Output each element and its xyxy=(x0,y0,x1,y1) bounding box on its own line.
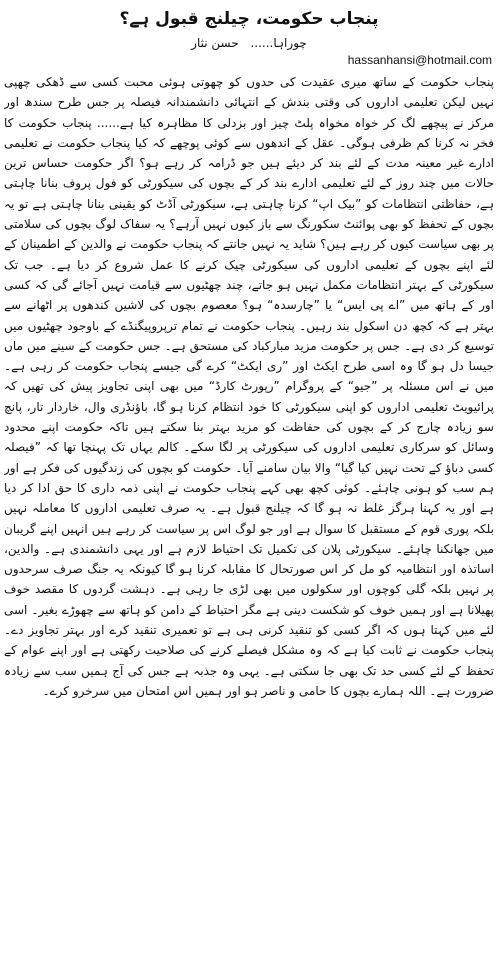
column-name: چوراہا...... xyxy=(250,36,307,50)
author-name: حسن نثار xyxy=(191,36,239,50)
article-body: پنجاب حکومت کے ساتھ میری عقیدت کی حدوں کو چھوتی ہوئی محبت کسی سے ڈھکی چھپی نہیں لیکن تعلیمی اداروں کی وقتی بندش کے انتہائی دانشمندانہ فیصلہ پر جس طرح سندھ اور مرکز نے پیچھے لگ کر خواہ مخواہ پلٹ چیز اور بزدلی کا مظاہرہ کیا ہے...... پنجاب حکومت کا فخر نہ کرنا کم ظرفی ہوگی۔ عقل کے اندھوں سے کوئی پوچھے کہ کیا پنجاب حکومت نے تعلیمی ادارے غیر معینہ مدت کے لئے بند کر دیئے ہیں جو ڈرامہ کر رہے ہو؟ اگر حکومت حساس ترین حالات میں چند روز کے لئے تعلیمی ادارے بند کر کے بچوں کی سیکورٹی کو فول پروف بنانا چاہتی ہے، حفاظتی انتظامات کو ”بیک اپ“ کرنا چاہتی ہے، سیکورٹی آڈٹ کو یقینی بنانا چاہتی ہے تو یہ بچوں کے تحفظ کو بھی پوائنٹ سکورنگ سے باز کیوں نہیں آرہے؟ یہ سفاک لوگ بچوں کی سلامتی پر بھی سیاست کیوں کر رہے ہیں؟ شاید یہ نہیں جانتے کہ پنجاب حکومت نے والدین کے اطمینان کے لئے اپنے بچوں کے تعلیمی اداروں کی سیکورٹی چیک کرنے کا عمل شروع کر دیا ہے۔ جب تک سیکورٹی کے بہتر انتظامات مکمل نہیں ہو جاتے، چند چھٹیوں سے قیامت نہیں آجائے گی کہ کسی اور کے ہاتھ میں ”اے پی ایس“ یا ”چارسدہ“ ہو؟ معصوم بچوں کی لاشیں کندھوں پر اٹھانے سے بہتر ہے کہ کچھ دن اسکول بند رہیں۔ پنجاب حکومت نے تمام ترپروپیگنڈے کے باوجود چھٹیوں میں توسیع کر دی ہے۔ جس پر حکومت مزید مبارکباد کی مستحق ہے۔ جس حکومت کے سینے میں ماں جیسا دل ہو گا وہ اسی طرح ایکٹ اور ”ری ایکٹ“ کرے گی جیسے پنجاب حکومت کر رہی ہے۔ میں نے اس مسئلہ پر ”جیو“ کے پروگرام ”رپورٹ کارڈ“ میں بھی اپنی تجاویز پیش کی تھیں کہ پرائیویٹ تعلیمی اداروں کو اپنی سیکورٹی کا خود انتظام کرنا ہو گا، باؤنڈری وال، خاردار تار، پانچ سو زیادہ چارج کر کے بچوں کی حفاظت کو مزید بہتر بنا سکتے ہیں تاکہ حکومت اپنے محدود وسائل کو سرکاری تعلیمی اداروں کی سیکورٹی پر لگا سکے۔ کالم یہاں تک پہنچا تھا کہ ”فیصلہ کسی دباؤ کے تحت نہیں کیا گیا“ والا بیان سامنے آیا۔ حکومت کو بچوں کی زندگیوں کی فکر ہے اور ہم سب کو ہونی چاہئے۔ کوئی کچھ بھی کہے پنجاب حکومت نے اپنی ذمہ داری کا حق ادا کر دیا ہے اور یہ کہنا ہرگز غلط نہ ہو گا کہ چیلنج قبول ہے۔ یہ صرف تعلیمی اداروں کا معاملہ نہیں بلکہ پوری قوم کے مستقبل کا سوال ہے اور جو لوگ اس پر سیاست کر رہے ہیں انہیں اپنے گریبان میں جھانکنا چاہئے۔ سیکورٹی پلان کی تکمیل تک احتیاط لازم ہے اور یہی دانشمندی ہے۔ والدین، اساتذہ اور انتظامیہ کو مل کر اس صورتحال کا مقابلہ کرنا ہو گا کیونکہ یہ جنگ صرف سرحدوں پر نہیں بلکہ گلی کوچوں اور سکولوں میں بھی لڑی جا رہی ہے۔ دہشت گردوں کا مقصد خوف پھیلانا ہے اور ہمیں خوف کو شکست دینی ہے مگر احتیاط کے دامن کو ہاتھ سے چھوڑے بغیر۔ اسی لئے میں کہتا ہوں کہ اگر کسی کو تنقید کرنی ہی ہے تو تعمیری تنقید کرے اور بہتر تجاویز دے۔ پنجاب حکومت نے ثابت کیا ہے کہ وہ مشکل فیصلے کرنے کی صلاحیت رکھتی ہے اور اپنے عوام کے تحفظ کے لئے کسی حد تک بھی جا سکتی ہے۔ یہی وہ جذبہ ہے جس کی آج ہمیں سب سے زیادہ ضرورت ہے۔ اللہ ہمارے بچوں کا حامی و ناصر ہو اور ہمیں اس امتحان میں سرخرو کرے۔ xyxy=(4,75,494,698)
article-column xyxy=(4,4,494,972)
byline xyxy=(4,34,494,52)
article-headline: پنجاب حکومت، چیلنج قبول ہے؟ xyxy=(119,9,379,29)
author-email: hassanhansi@hotmail.com xyxy=(347,53,492,67)
